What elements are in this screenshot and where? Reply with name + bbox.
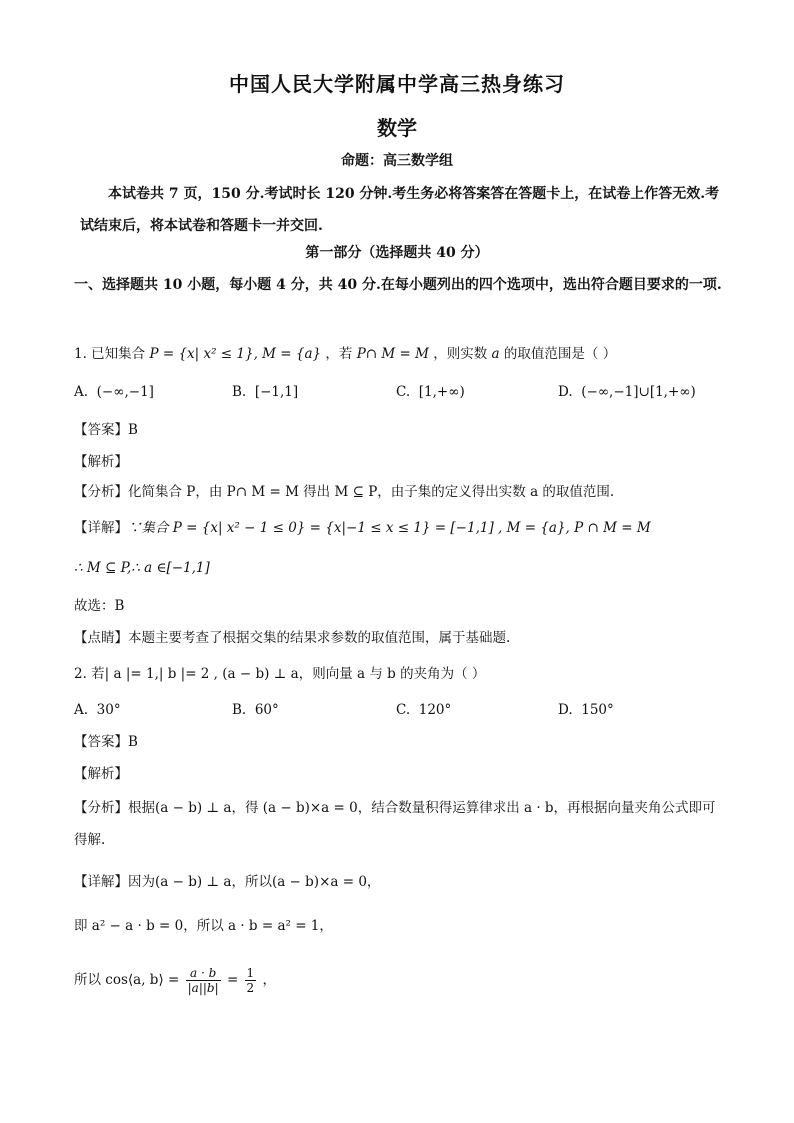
q2-half-fraction: $\frac{1}{2}$: [246, 966, 255, 995]
q2-option-b: B. 60°: [232, 702, 279, 718]
q2-fenxi: 【分析】根据(a − b) ⊥ a，得 (a − b)×a = 0，结合数量积得运算律求出 a · b，再根据向量夹角公式即可得解.: [74, 800, 716, 848]
q1-detail: 【详解】∵集合 P = {x| x² − 1 ≤ 0} = {x|−1 ≤ x ≤ 1} = [−1,1] , M = {a}, P ∩ M = M: [74, 520, 651, 536]
exam-instructions: 本试卷共 7 页，150 分.考试时长 120 分钟.考生务必将答案答在答题卡上，在试卷上作答无效.考试结束后，将本试卷和答题卡一并交回.: [80, 186, 720, 234]
q2-detail3-pre: 所以 cos⟨a, b⟩ =: [74, 972, 180, 988]
q2-detail-1: 【详解】因为(a − b) ⊥ a，所以(a − b)×a = 0，: [74, 874, 381, 890]
q1-option-b: B. [−1,1]: [232, 384, 299, 400]
part-heading: 第一部分（选择题共 40 分）: [305, 245, 489, 261]
q2-detail-2: 即 a² − a · b = 0，所以 a · b = a² = 1，: [74, 918, 333, 934]
q2-option-d: D. 150°: [558, 702, 614, 718]
q2-option-c: C. 120°: [396, 702, 452, 718]
q1-stem: [74, 344, 724, 364]
q1-fenxi: 【分析】化简集合 P，由 P∩ M = M 得出 M ⊆ P，由子集的定义得出实数 a 的取值范围.: [74, 484, 615, 500]
q1-stem-end: 的取值范围是（ ）: [503, 346, 617, 362]
subject-title: 数学: [377, 116, 417, 140]
q1-option-d: D. (−∞,−1]∪[1,+∞): [558, 384, 696, 400]
q1-answer: 【答案】B: [74, 422, 138, 438]
q2-equals: =: [226, 972, 239, 988]
q1-choose: 故选：B: [74, 598, 125, 614]
q2-detail3-post: ，: [262, 972, 276, 988]
q1-stem-var: a: [491, 346, 500, 362]
q2-stem: 2. 若| a |= 1,| b |= 2 , (a − b) ⊥ a，则向量 a 与 b 的夹角为（ ）: [74, 666, 486, 682]
q2-option-a: A. 30°: [74, 702, 121, 718]
q1-analysis-tag: 【解析】: [74, 454, 128, 470]
q1-option-a: A. (−∞,−1]: [74, 384, 154, 400]
q1-stem-set: P = {x| x² ≤ 1}, M = {a}: [149, 346, 322, 362]
q1-comment: 【点睛】本题主要考查了根据交集的结果求参数的取值范围，属于基础题.: [74, 630, 511, 646]
page-title: 中国人民大学附属中学高三热身练习: [229, 72, 565, 96]
author-line: 命题：高三数学组: [341, 153, 453, 169]
q2-cos-fraction: $\frac{a \cdot b}{|a||b|}$: [187, 966, 219, 995]
q1-stem-pre: 1. 已知集合: [74, 346, 146, 362]
section-heading: 一、选择题共 10 小题，每小题 4 分，共 40 分.在每小题列出的四个选项中，选出符合题目要求的一项.: [74, 277, 722, 293]
q2-analysis-tag: 【解析】: [74, 766, 128, 782]
q1-detail-2: ∴ M ⊆ P,∴ a ∈[−1,1]: [74, 560, 210, 576]
q1-option-c: C. [1,+∞): [396, 384, 465, 400]
q1-stem-cond: P∩ M = M: [356, 346, 429, 362]
q2-detail-3: [74, 958, 724, 1002]
q1-stem-mid: ，若: [325, 346, 353, 362]
q1-stem-post: ，则实数: [433, 346, 488, 362]
q2-answer: 【答案】B: [74, 734, 138, 750]
